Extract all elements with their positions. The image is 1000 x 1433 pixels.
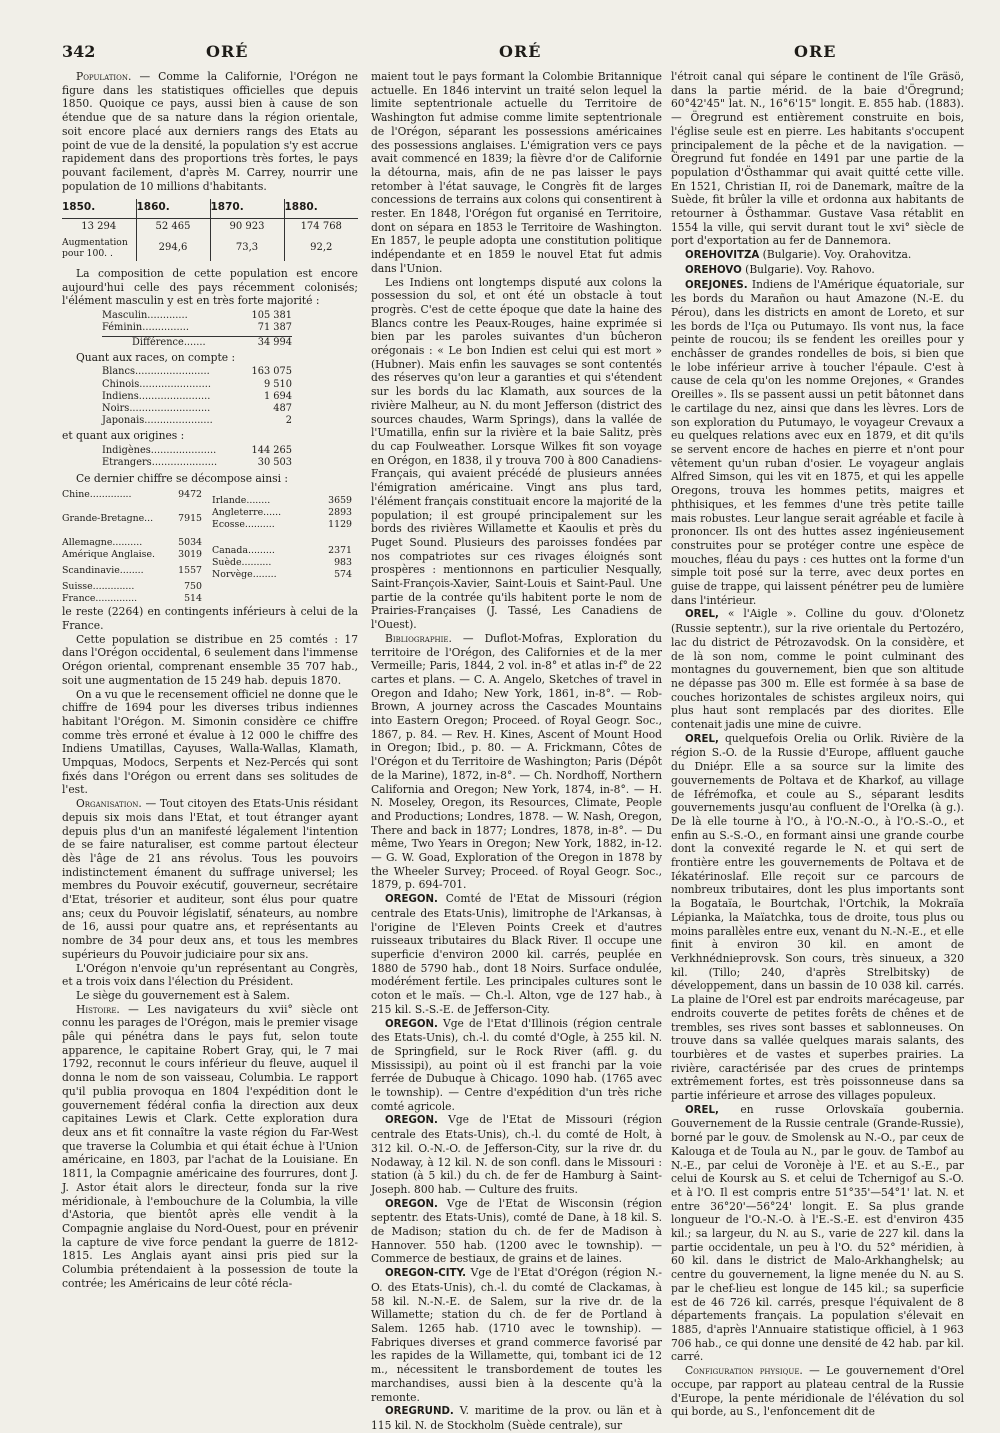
stat-label: France.............. [62, 593, 138, 605]
stat-row [212, 569, 352, 581]
stat-value: 9 510 [263, 378, 292, 390]
rest-text: le reste (2264) en contingents inférieurs à celui de la France. [62, 605, 358, 632]
entry-oregon-city [371, 1266, 662, 1404]
census-year: 1860. [136, 199, 210, 218]
organisation-heading: Organisation. [76, 797, 142, 811]
histoire-text: — Les navigateurs du xvii° siècle ont connu les parages de l'Orégon, mais le premier visage pâle qui pénétra dans le pays fut, selon toute apparence, le capitaine Robert Gray, qui, le 7 mai 1792, reconnut le cours inférieur du fleuve, auquel il donna le nom de son vaisseau, Columbia. Le rapport qu'il publia provoqua en 1804 l'expédition dont le gouvernement fédéral confia la direction aux deux capitaines Lewis et Clark. Cette exploration dura deux ans et fit connaître la vaste région du Far-West que traverse la Columbia et qui était échue à l'Union américaine, en 1803, par l'achat de la Louisiane. En 1811, la Compagnie américaine des fourrures, dont J. J. Astor était alors le directeur, fonda sur la rive méridionale, à l'embouchure de la Columbia, la ville d'Astoria, que bientôt après elle vendit à la Compagnie anglaise du Nord-Ouest, pour en prévenir la capture de vive force pendant la guerre de 1812-1815. Les Anglais ayant ainsi pris pied sur la Columbia prétendaient à la possession de toute la contrée; les Américains de leur côté récla- [62, 1002, 358, 1290]
stat-row [212, 519, 352, 531]
entry-headword: OREGON. [385, 1018, 438, 1030]
stat-value: 983 [334, 557, 352, 569]
census-value: 13 294 [81, 221, 117, 233]
header-right-word: ORE [794, 42, 837, 61]
organisation-paragraph [62, 797, 358, 961]
histoire-paragraph [62, 1003, 358, 1291]
stat-label: Amérique Anglaise. [62, 549, 155, 561]
configuration-paragraph [671, 1364, 964, 1419]
stat-label: Japonais...................... [102, 415, 213, 427]
stat-value: 3019 [178, 549, 202, 561]
stat-value: 2371 [328, 545, 352, 557]
configuration-text: — Le gouvernement d'Orel occupe, par rapport au plateau central de la Russie d'Europe, la pente méridionale de l'élévation du sol qui borde, au S., l'enfoncement dit de [671, 1364, 964, 1419]
stat-row [62, 593, 202, 605]
comtes-paragraph: Cette population se distribue en 25 comtés : 17 dans l'Orégon occidental, 6 seulement dans l'immense Orégon oriental, comprenant ensemble 35 707 hab., soit une augmentation de 15 249 hab. depuis 1870. [62, 632, 358, 687]
stat-row [212, 507, 352, 519]
stat-label: Chine.............. [62, 489, 132, 501]
organisation-text: — Tout citoyen des Etats-Unis résidant depuis six mois dans l'Etat, et tout étranger ayant depuis plus d'un an manifesté légalement l'intention de se faire naturaliser, est comme partout électeur dès l'âge de 21 ans révolus. Tous les pouvoirs indistinctement émanent du suffrage universel; les membres du Pouvoir exécutif, gouverneur, secrétaire d'Etat, trésorier et auditeur, sont élus pour quatre ans; ceux du Pouvoir législatif, sénateurs, au nombre de 16, aussi pour quatre ans, et représentants au nombre de 34 pour deux ans, et tous les membres supérieurs du Pouvoir judiciaire pour six ans. [62, 797, 358, 961]
entry-orehovitza [671, 248, 964, 263]
stat-row [102, 310, 292, 322]
histoire-heading: Histoire. [76, 1002, 120, 1016]
census-year: 1880. [284, 199, 358, 218]
entry-text: Comté de l'Etat de Missouri (région centrale des Etats-Unis), limitrophe de l'Arkansas, à l'origine de l'Eleven Points Creek et d'autres ruisseaux tributaires du Black River. Il occupe une superficie d'environ 2000 kil. carrés, peuplée en 1880 de 5790 hab., dont 18 Noirs. Surface ondulée, modérément fertile. Les principales cultures sont le coton et le maïs. — Ch.-l. Alton, vge de 127 hab., à 215 kil. S.-S.-E. de Jefferson-City. [371, 892, 662, 1016]
entry-text: Indiens de l'Amérique équatoriale, sur les bords du Marañon ou haut Amazone (N.-E. du Pérou), dans les districts en amont de Loreto, et sur les bords de l'Iça ou Putumayo. Ils vont nus, la face peinte de roucou; ils se fendent les oreilles pour y enchâsser de grandes rondelles de bois, si bien que le lobe inférieur arrive à toucher l'épaule. C'est à cause de cela qu'on les nomme Orejones, « Grandes Oreilles ». Ils se passent aussi un petit bâtonnet dans le cartilage du nez, ainsi que dans les lèvres. Lors de son exploration du Putumayo, le voyageur Crevaux a eu quelques relations avec eux en 1879, et dit qu'ils se servent encore de haches en pierre et n'ont pour vêtement qu'un ruban d'osier. Le voyageur anglais Alfred Simson, qui les vit en 1875, et qui les appelle Oregons, trouva les hommes petits, maigres et phthisiques, et les femmes d'une très petite taille mais robustes. Leur langue serait agréable et facile à prononcer. Ils ont des huttes assez ingénieusement construites pour se protéger contre une espèce de mouches, fléau du pays : ces huttes ont la forme d'un simple toit posé sur la terre, avec deux portes en guise de trappe, qui laissent pénétrer peu de lumière dans l'intérieur. [671, 277, 964, 607]
stat-value: 9472 [178, 489, 202, 501]
population-heading: Population. [76, 70, 132, 83]
indiens-history-paragraph: Les Indiens ont longtemps disputé aux colons la possession du sol, et ont été un obstacle à tout progrès. C'est de cette époque que date la haine des Blancs contre les Peaux-Rouges, haine exprimée si bien par les paroles suivantes d'un bûcheron orégonais : « Le bon Indien est celui qui est mort » (Hubner). Mais enfin les sauvages se sont contentés des réserves qu'on leur a garanties et qui s'étendent sur les bords du lac Klamath, aux sources de la rivière Malheur, au N. du mont Jefferson (district des sources chaudes, Warm Springs), dans la vallée de l'Umatilla, enfin sur la rivière et la baie Salitz, près du cap Foulweather. Lorsque Wilkes fit son voyage en Orégon, en 1838, il y trouva 700 à 800 Canadiens-Français, qui avaient précédé de plusieurs années l'émigration américaine. Vingt ans plus tard, l'élément français constituait encore la majorité de la population; il est groupé principalement sur les bords des rivières Willamette et Kaoulis et près du Puget Sound. Plusieurs des paroisses fondées par nos compatriotes sur ces rivages éloignés sont prospères : mentionnons en particulier Nesqually, Saint-François-Xavier, Saint-Louis et Saint-Paul. Une partie de la contrée qu'ils habitent porte le nom de Prairies-Françaises (J. Tassé, Les Canadiens de l'Ouest). [371, 275, 662, 632]
entry-text: en russe Orlovskaïa goubernia. Gouvernement de la Russie centrale (Grande-Russie), borné par le gouv. de Smolensk au N.-O., par ceux de Kalouga et de Toula au N., par le gouv. de Tambof au N.-E., par celui de Voronèje à l'E. et au S.-E., par celui de Koursk au S. et celui de Tchernigof au S.-O. et à l'O. Il est compris entre 51°35'—54°1' lat. N. et entre 36°20'—56°24' longit. E. Sa plus grande longueur de l'O.-N.-O. à l'E.-S.-E. est d'environ 435 kil.; sa largeur, du N. au S., varie de 227 kil. dans la partie occidentale, un peu à l'O. du 52° méridien, à 60 kil. dans le district de Malo-Arkhanghelsk; au centre du gouvernement, la ligne menée du N. au S. par le chef-lieu est longue de 145 kil.; sa superficie est de 46 726 kil. carrés, presque l'équivalent de 8 départements français. La population s'élevait en 1885, d'après l'Annuaire statistique officiel, à 1 963 706 hab., ce qui donne une densité de 42 hab. par kil. carré. [671, 1102, 964, 1364]
census-increase: 73,3 [210, 235, 284, 261]
entry-orehovo [671, 263, 964, 278]
population-paragraph [62, 70, 358, 193]
stat-value: 1557 [178, 565, 202, 577]
census-increase-label: Augmentation pour 100. . [62, 237, 128, 260]
header-left-word: ORÉ [206, 42, 249, 61]
column-middle [371, 70, 662, 1433]
stat-label: Féminin............... [102, 322, 189, 334]
entry-text: quelquefois Orelia ou Orlik. Rivière de la région S.-O. de la Russie d'Europe, affluent gauche du Dniépr. Elle a sa source sur la limite des gouvernements de Poltava et de Kharkof, au village de Iéfrémofka, et coule au S., séparant lesdits gouvernements jusqu'au confluent de l'Orelka (à g.). De là elle tourne à l'O., à l'O.-N.-O., à l'O.-S.-O., et enfin au S.-S.-O., en formant ainsi une grande courbe dont la convexité regarde le N. et qui sert de frontière entre les gouvernements de Poltava et de Iékatérinoslaf. Elle reçoit sur ce parcours de nombreux tributaires, dont les plus importants sont la Bogataïa, le Bourtchak, l'Ortchik, la Mokraïa Lépianka, la Maïatchka, tous de droite, tous plus ou moins parallèles entre eux, venant du N.-N.-E., et elle finit à environ 30 kil. en amont de Verkhnédnieprovsk. Son cours, très sinueux, a 320 kil. (Tillo; 240, d'après Strelbitsky) de développement, dans un bassin de 10 038 kil. carrés. La plaine de l'Orel est par endroits marécageuse, par endroits couverte de petites forêts de chênes et de trembles, ses rives sont basses et sablonneuses. On trouve dans sa vallée quelques marais salants, des tourbières et de vastes et superbes prairies. La rivière, caractérisée par des crues de printemps extrêmement fortes, est très poissonneuse dans sa partie inférieure et arrose des villages populeux. [671, 731, 964, 1103]
census-increase: 92,2 [284, 235, 358, 261]
entry-oregon-missouri-village [371, 1113, 662, 1196]
stat-row [102, 415, 292, 427]
stat-value: 5034 [178, 537, 202, 549]
entry-headword: OREGON. [385, 1115, 438, 1127]
stat-row [62, 489, 202, 501]
stat-row [62, 581, 202, 593]
census-increase-row [62, 235, 358, 261]
siege-paragraph: Le siège du gouvernement est à Salem. [76, 988, 290, 1002]
stat-row [212, 495, 352, 507]
entry-oregon-wisconsin [371, 1197, 662, 1267]
stat-row [212, 545, 352, 557]
stat-row [212, 557, 352, 569]
stat-value: 514 [184, 593, 202, 605]
stat-label: Masculin............. [102, 310, 188, 322]
history-continued: maient tout le pays formant la Colombie Britannique actuelle. En 1846 intervint un traité selon lequel la limite septentrionale actuelle du Territoire de Washington fut admise comme limite septentrionale de l'Orégon, séparant les possessions américaines des possessions anglaises. L'émigration vers ce pays avait commencé en 1839; la fièvre d'or de Californie la détourna, mais, afin de ne pas laisser le pays retomber à l'état sauvage, le Congrès fit de larges concessions de terrains aux colons qui consentirent à rester. En 1848, l'Orégon fut organisé en Territoire, dont on sépara en 1853 le Territoire de Washington. En 1857, le peuple adopta une constitution politique indépendante et en 1859 le nouvel Etat fut admis dans l'Union. [371, 70, 662, 275]
stat-value: 3659 [328, 495, 352, 507]
entry-headword: OREL, [685, 609, 719, 621]
census-value: 90 923 [210, 219, 284, 236]
stat-label: Canada......... [212, 545, 275, 557]
census-header-row [62, 199, 358, 218]
stat-label: Indiens....................... [102, 390, 211, 402]
origins-list [102, 445, 358, 469]
stat-total-row [102, 336, 292, 349]
stat-label: Ecosse.......... [212, 519, 275, 531]
entry-text: Vge de l'Etat d'Illinois (région centrale des Etats-Unis), ch.-l. du comté d'Ogle, à 255 kil. N. de Springfield, sur le Rock River (affl. g. du Mississipi), au point où il est franchi par la voie ferrée de Dubuque à Chicago. 1090 hab. (1765 avec le township). — Centre d'expédition d'un très riche comté agricole. [371, 1016, 662, 1113]
entry-text: Vge de l'Etat de Wisconsin (région septentr. des Etats-Unis), comté de Dane, à 18 kil. S. de Madison; station du ch. de fer de Madison à Hannover. 550 hab. (1200 avec le township). — Commerce de bestiaux, de grains et de laines. [371, 1196, 662, 1266]
stat-label: Norvège........ [212, 569, 277, 581]
stat-label: Chinois....................... [102, 378, 211, 390]
stat-value: 2893 [328, 507, 352, 519]
stat-label: Angleterre...... [212, 507, 282, 519]
entry-text: « l'Aigle ». Colline du gouv. d'Olonetz (Russie septentr.), sur la rive orientale du Pertozéro, lac du district de Pétrozavodsk. On la considère, et de là son nom, comme le point culminant des montagnes du gouvernement, bien que son altitude ne dépasse pas 300 m. Elle est formée à sa base de couches horizontales de schistes argileux noirs, qui plus haut sont remplacés par des diorites. Elle contenait jadis une mine de cuivre. [671, 607, 964, 732]
entry-headword: OREGON. [385, 894, 438, 906]
stat-label: Allemagne.......... [62, 537, 143, 549]
entry-headword: OREJONES. [685, 279, 748, 291]
entry-text: (Bulgarie). Voy. Rahovo. [741, 262, 875, 276]
congres-paragraph: L'Orégon n'envoie qu'un représentant au Congrès, et a trois voix dans l'élection du Président. [62, 961, 358, 989]
census-year: 1870. [210, 199, 284, 218]
stat-label: Différence....... [132, 336, 206, 348]
column-left [62, 70, 358, 1290]
entry-text: Vge de l'Etat d'Orégon (région N.-O. des Etats-Unis), ch.-l. du comté de Clackamas, à 58 kil. N.-N.-E. de Salem, sur la rive dr. de la Willamette; station du ch. de fer de Portland à Salem. 1265 hab. (1710 avec le township). — Fabriques diverses et grand commerce favorisé par les rapides de la Willamette, qui, tombant ici de 12 m., nécessitent le transbordement de toutes les marchandises, aussi bien à la descente qu'à la remonte. [371, 1266, 662, 1404]
entry-headword: OREGRUND. [385, 1406, 454, 1418]
foreign-intro: Ce dernier chiffre se décompose ainsi : [76, 471, 289, 485]
sex-list [102, 310, 358, 349]
stat-value: 71 387 [257, 322, 292, 334]
stat-row [102, 322, 292, 334]
stat-value: 574 [334, 569, 352, 581]
bibliography-heading: Bibliographie. [385, 631, 452, 645]
stat-row [102, 379, 292, 391]
stat-row [62, 537, 202, 549]
entry-headword: OREL, [685, 733, 719, 745]
stat-label: Suède.......... [212, 557, 272, 569]
census-value: 52 465 [136, 219, 210, 236]
entry-orel-government [671, 1103, 964, 1364]
entry-text: (Bulgarie). Voy. Orahovitza. [759, 248, 912, 262]
stat-value: 163 075 [251, 366, 292, 378]
stat-row [102, 445, 292, 457]
origins-intro: et quant aux origines : [62, 429, 185, 443]
sex-intro: La composition de cette population est encore aujourd'hui celle des pays récemment colonisés; l'élément masculin y est en très forte majorité : [62, 267, 358, 308]
races-intro: Quant aux races, on compte : [76, 350, 236, 364]
indiens-paragraph: On a vu que le recensement officiel ne donne que le chiffre de 1694 pour les diverses tribus indiennes habitant l'Orégon. M. Simonin considère ce chiffre comme très erroné et évalue à 12 000 le chiffre des Indiens Umatillas, Cayuses, Walla-Wallas, Klamath, Umpquas, Modocs, Serpents et Nez-Percés qui sont fixés dans l'Orégon ou errent dans ses solitudes de l'est. [62, 687, 358, 797]
stat-label: Blancs........................ [102, 366, 210, 378]
entry-oregon-missouri-county [371, 892, 662, 1016]
census-year: 1850. [62, 199, 136, 218]
stat-value: 1129 [328, 519, 352, 531]
stat-label: Noirs.......................... [102, 403, 211, 415]
stat-label: Scandinavie........ [62, 565, 144, 577]
header-center-word: ORÉ [499, 42, 542, 61]
stat-row [62, 513, 202, 525]
entry-orel-hill [671, 607, 964, 731]
census-increase: 294,6 [136, 235, 210, 261]
stat-row [62, 565, 202, 577]
entry-oregrund [371, 1404, 662, 1432]
entry-headword: OREL, [685, 1104, 719, 1116]
stat-label: Suisse.............. [62, 581, 135, 593]
entry-headword: OREHOVO [685, 264, 742, 276]
stat-row [62, 549, 202, 561]
population-text: — Comme la Californie, l'Orégon ne figure dans les statistiques officielles que depuis 1850. Quoique ce pays, aussi bien à cause de son étendue que de sa nature dans la région orientale, soit encore placé aux derniers rangs des Etats au point de vue de la densité, la population s'y est accrue rapidement dans des proportions très fortes, le pays pouvant facilement, d'après M. Carrey, nourrir une population de 10 millions d'habitants. [62, 70, 358, 193]
stat-value: 487 [273, 403, 292, 415]
bibliography-paragraph [371, 632, 662, 892]
configuration-heading: Configuration physique. [685, 1364, 803, 1378]
census-values-row [62, 219, 358, 236]
stat-value: 144 265 [251, 445, 292, 457]
stat-row [102, 457, 292, 469]
stat-label: Irlande........ [212, 495, 271, 507]
entry-headword: OREGON. [385, 1198, 438, 1210]
entry-oregon-illinois [371, 1017, 662, 1114]
foreign-countries [62, 489, 202, 605]
foreign-subdivisions [212, 489, 352, 581]
stat-label: Etrangers..................... [102, 457, 218, 469]
page-number: 342 [62, 42, 96, 61]
stat-value: 750 [184, 581, 202, 593]
oregrund-continued: l'étroit canal qui sépare le continent de l'île Gräsö, dans la partie mérid. de la baie d'Öregrund; 60°42'45" lat. N., 16°6'15" longit. E. 855 hab. (1883). — Öregrund est entièrement construite en bois, l'église seule est en pierre. Les habitants s'occupent principalement de la pêche et de la navigation. — Öregrund fut fondée en 1491 par une partie de la population d'Östhammar qui avait quitté cette ville. En 1521, Christian II, roi de Danemark, maître de la Suède, fit brûler la ville et ordonna aux habitants de retourner à Östhammar. Gustave Vasa rétablit en 1554 la ville, qui servit durant tout le xvi° siècle de port d'exportation au fer de Dannemora. [671, 70, 964, 248]
entry-text: V. maritime de la prov. ou län et à 115 kil. N. de Stockholm (Suède centrale), sur [371, 1404, 662, 1432]
bibliography-text: — Duflot-Mofras, Exploration du territoire de l'Orégon, des Californies et de la mer Vermeille; Paris, 1844, 2 vol. in-8° et atlas in-f° de 22 cartes et plans. — C. A. Angelo, Sketches of travel in Oregon and Idaho; New York, 1861, in-8°. — Rob-Brown, A journey across the Cascades Mountains into Eastern Oregon; Proceed. of Royal Geogr. Soc., 1867, p. 84. — Rev. H. Kines, Ascent of Mount Hood in Oregon; Ibid., p. 80. — A. Frickmann, Côtes de l'Orégon et du Territoire de Washington; Paris (Dépôt de la Marine), 1872, in-8°. — Ch. Nordhoff, Northern California and Oregon; New York, 1874, in-8°. — H. N. Moseley, Oregon, its Resources, Climate, People and Productions; Londres, 1878. — W. Nash, Oregon, There and back in 1877; Londres, 1878, in-8°. — Du même, Two Years in Oregon; New York, 1882, in-12. — G. W. Goad, Exploration of the Oregon in 1878 by the Wheeler Survey; Proceed. of Royal Geogr. Soc., 1879, p. 694-701. [371, 631, 662, 892]
stat-value: 30 503 [257, 457, 292, 469]
stat-row [102, 391, 292, 403]
stat-value: 34 994 [257, 336, 292, 348]
stat-value: 2 [285, 415, 292, 427]
foreign-breakdown [62, 489, 358, 605]
stat-row [102, 366, 292, 378]
stat-value: 7915 [178, 513, 202, 525]
entry-headword: OREGON-CITY. [385, 1268, 467, 1280]
entry-orejones [671, 278, 964, 608]
races-list [102, 366, 358, 427]
stat-label: Indigènes..................... [102, 445, 217, 457]
census-value: 174 768 [284, 219, 358, 236]
column-right [671, 70, 964, 1419]
entry-headword: OREHOVITZA [685, 250, 760, 262]
stat-value: 105 381 [251, 310, 292, 322]
entry-orel-river [671, 732, 964, 1103]
entry-text: Vge de l'Etat de Missouri (région centrale des Etats-Unis), ch.-l. du comté de Holt, à 312 kil. O.-N.-O. de Jefferson-City, sur la rive dr. du Nodaway, à 12 kil. N. de son confl. dans le Missouri : station (à 5 kil.) du ch. de fer de Hamburg à Saint-Joseph. 800 hab. — Culture des fruits. [371, 1113, 662, 1196]
stat-row [102, 403, 292, 415]
census-table [62, 199, 358, 261]
running-header [62, 42, 962, 70]
stat-label: Grande-Bretagne... [62, 513, 154, 525]
stat-value: 1 694 [263, 390, 292, 402]
